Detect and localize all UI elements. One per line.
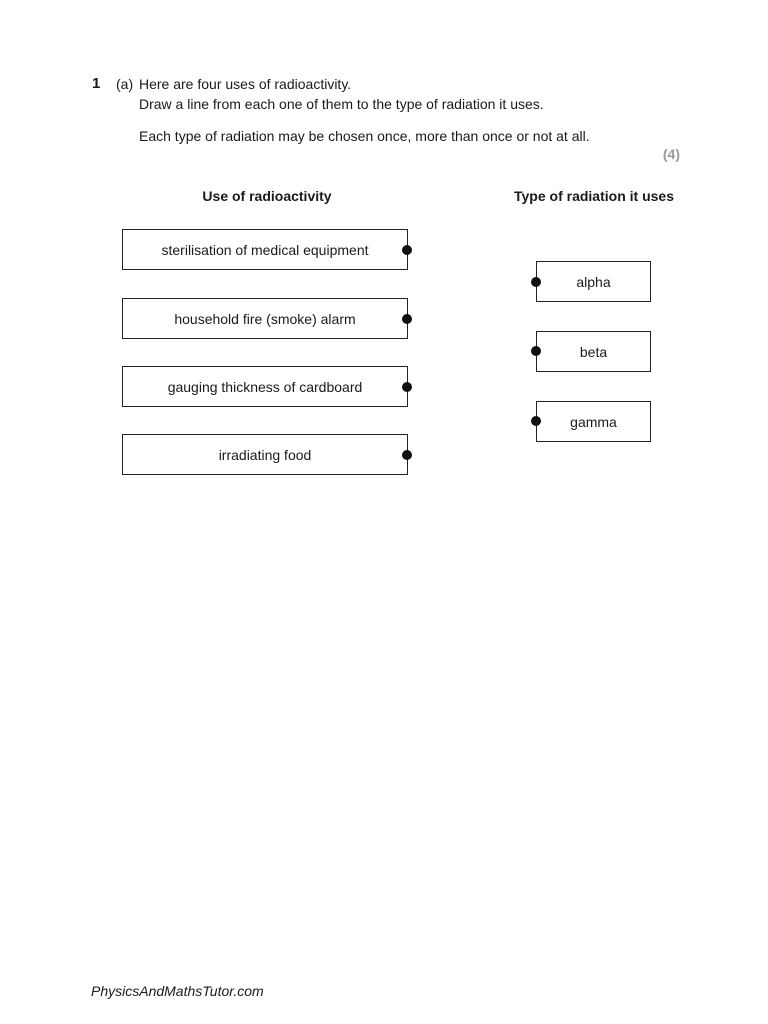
right-column-heading: Type of radiation it uses — [514, 188, 674, 204]
question-part-label: (a) — [116, 76, 134, 92]
radiation-connector-dot[interactable] — [531, 346, 541, 356]
radiation-label: alpha — [576, 273, 611, 290]
marks-label: (4) — [662, 146, 680, 162]
question-line-2: Draw a line from each one of them to the type of radiation it uses. — [139, 96, 544, 112]
question-number: 1 — [92, 75, 101, 92]
use-connector-dot[interactable] — [402, 245, 412, 255]
radiation-label: gamma — [570, 413, 617, 430]
radiation-box-alpha — [536, 261, 651, 302]
question-line-1: Here are four uses of radioactivity. — [139, 76, 352, 92]
left-column-heading: Use of radioactivity — [202, 188, 332, 204]
use-box-irradiating-food — [122, 434, 408, 475]
use-connector-dot[interactable] — [402, 314, 412, 324]
use-box-gauging — [122, 366, 408, 407]
radiation-connector-dot[interactable] — [531, 277, 541, 287]
use-box-smoke-alarm — [122, 298, 408, 339]
use-connector-dot[interactable] — [402, 450, 412, 460]
use-label: gauging thickness of cardboard — [167, 378, 363, 395]
use-box-sterilisation — [122, 229, 408, 270]
use-label: household fire (smoke) alarm — [174, 310, 356, 327]
footer-site-name: PhysicsAndMathsTutor.com — [91, 983, 264, 999]
radiation-connector-dot[interactable] — [531, 416, 541, 426]
use-connector-dot[interactable] — [402, 382, 412, 392]
radiation-box-beta — [536, 331, 651, 372]
radiation-box-gamma — [536, 401, 651, 442]
question-line-3: Each type of radiation may be chosen once, more than once or not at all. — [139, 128, 590, 144]
use-label: sterilisation of medical equipment — [161, 241, 369, 258]
radiation-label: beta — [579, 343, 608, 360]
use-label: irradiating food — [218, 446, 312, 463]
